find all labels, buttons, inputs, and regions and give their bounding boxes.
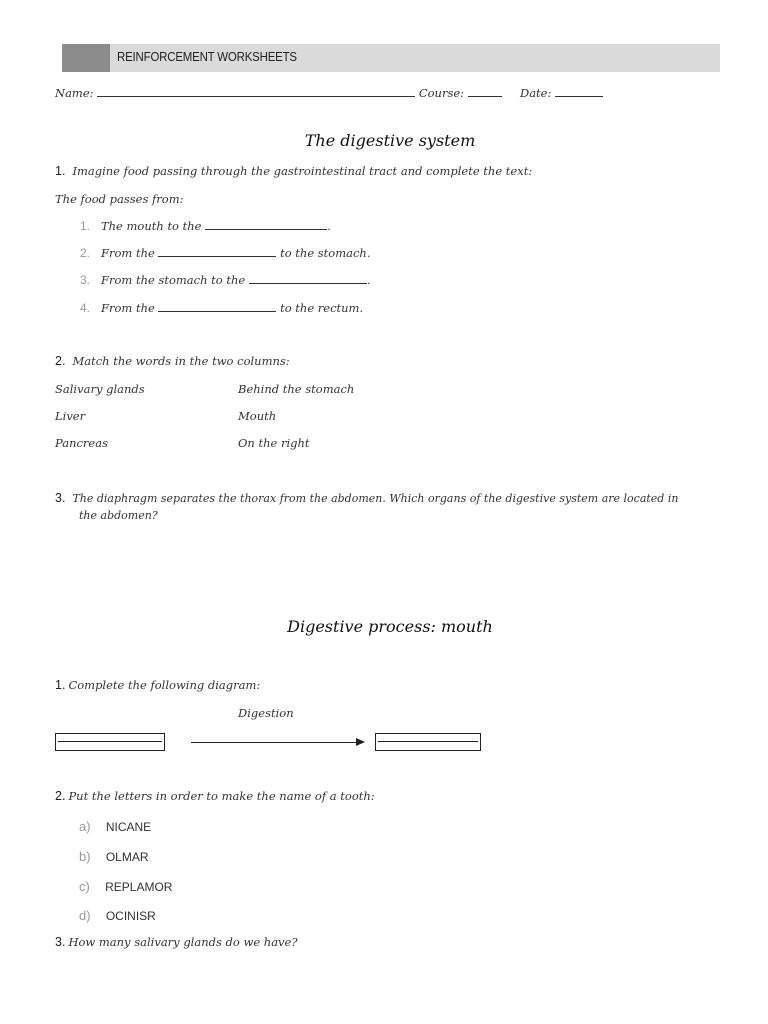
s1-q3-number: 3. — [55, 491, 66, 505]
course-label: Course: — [418, 86, 465, 100]
date-label: Date: — [519, 86, 552, 100]
answer-blank[interactable] — [205, 228, 327, 230]
match-right-item[interactable]: Behind the stomach — [238, 382, 355, 396]
header-title: REINFORCEMENT WORKSHEETS — [117, 49, 297, 64]
name-label: Name: — [55, 86, 94, 100]
match-left-item[interactable]: Pancreas — [55, 436, 108, 450]
header-tab — [62, 44, 110, 72]
s1-q2-number: 2. — [55, 354, 66, 368]
scramble-item: b) OLMAR — [79, 849, 149, 864]
s1-q1-item: 4. From the to the rectum. — [80, 301, 364, 315]
name-blank[interactable] — [97, 95, 415, 97]
s1-q1-item: 3. From the stomach to the . — [80, 273, 371, 287]
fields-line — [55, 86, 603, 100]
course-blank[interactable] — [468, 95, 502, 97]
match-right-item[interactable]: On the right — [238, 436, 310, 450]
s1-q3-text-line2: the abdomen? — [79, 509, 158, 522]
s2-q3 — [55, 935, 298, 949]
diagram-input-box-left[interactable] — [55, 733, 165, 751]
scramble-item: a) NICANE — [79, 819, 152, 834]
s2-q1-number: 1. — [55, 678, 66, 692]
s1-q2 — [55, 354, 290, 368]
match-right-item[interactable]: Mouth — [238, 409, 277, 423]
diagram-label: Digestion — [238, 706, 294, 720]
section1-title: The digestive system — [304, 131, 476, 150]
s1-q2-text: Match the words in the two columns: — [72, 354, 290, 368]
s1-q3 — [55, 491, 727, 505]
s2-q1 — [55, 678, 260, 692]
answer-blank[interactable] — [158, 310, 276, 312]
section2-title: Digestive process: mouth — [287, 617, 493, 636]
s2-q2 — [55, 789, 375, 803]
answer-blank[interactable] — [249, 282, 367, 284]
date-blank[interactable] — [555, 95, 603, 97]
arrow-right-icon — [356, 738, 365, 746]
s1-q3-text: The diaphragm separates the thorax from the abdomen. Which organs of the digestive system are located in — [72, 492, 679, 505]
s1-q1-text: Imagine food passing through the gastrointestinal tract and complete the text: — [72, 164, 533, 178]
s1-q1-intro: The food passes from: — [55, 192, 184, 206]
s2-q3-number: 3. — [55, 935, 66, 949]
scramble-item: c) REPLAMOR — [79, 879, 173, 894]
s2-q2-text: Put the letters in order to make the name of a tooth: — [68, 789, 375, 803]
s2-q2-number: 2. — [55, 789, 66, 803]
match-left-item[interactable]: Liver — [55, 409, 86, 423]
s2-q3-text: How many salivary glands do we have? — [68, 935, 298, 949]
scramble-item: d) OCINISR — [79, 908, 156, 923]
match-left-item[interactable]: Salivary glands — [55, 382, 145, 396]
s1-q1-item: 1. The mouth to the . — [80, 219, 331, 233]
s1-q1-item: 2. From the to the stomach. — [80, 246, 371, 260]
answer-blank[interactable] — [158, 255, 276, 257]
diagram-arrow-line — [191, 742, 357, 743]
diagram-input-box-right[interactable] — [375, 733, 481, 751]
s1-q1-number: 1. — [55, 164, 66, 178]
s2-q1-text: Complete the following diagram: — [68, 678, 261, 692]
s1-q1 — [55, 164, 532, 178]
